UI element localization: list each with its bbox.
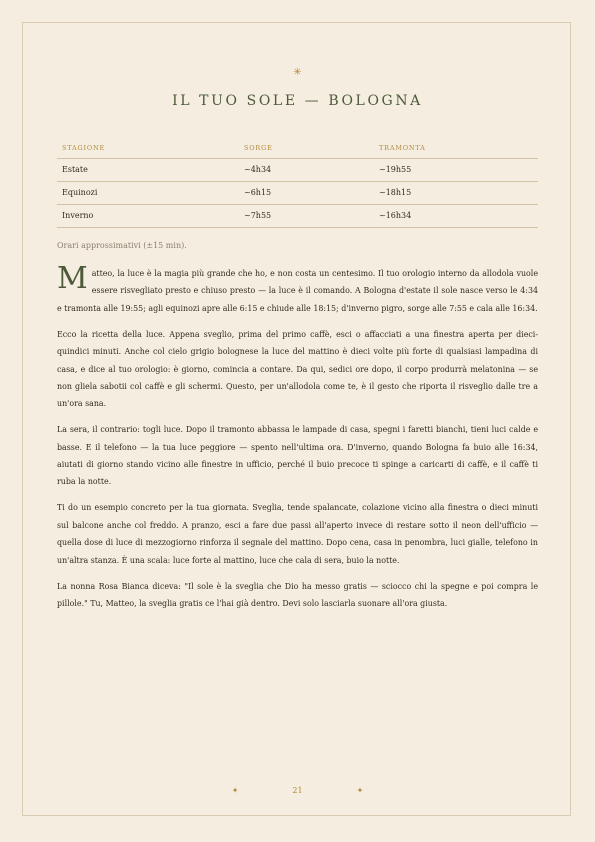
paragraph	[57, 261, 538, 317]
article-body	[57, 261, 538, 621]
sunrise-cell: ~4h34	[239, 159, 374, 182]
header-season: STAGIONE	[57, 139, 239, 159]
season-cell: Estate	[57, 159, 239, 182]
table-row	[57, 182, 538, 205]
season-cell: Inverno	[57, 205, 239, 228]
page-footer	[0, 786, 595, 795]
table-row	[57, 159, 538, 182]
header-sunrise: SORGE	[239, 139, 374, 159]
sunset-cell: ~18h15	[374, 182, 538, 205]
approximation-note: Orari approssimativi (±15 min).	[57, 241, 187, 250]
paragraph: La nonna Rosa Bianca diceva: "Il sole è la sveglia che Dio ha messo gratis — sciocco chi la spegne e poi compra le pillole." Tu, Matteo, la sveglia gratis ce l'hai già dentro. Devi solo lasciarla suonare all'ora giusta.	[57, 581, 538, 608]
star-ornament-icon: ✳	[293, 67, 302, 78]
footer-left-ornament-icon: ✦	[231, 786, 239, 795]
sunset-cell: ~19h55	[374, 159, 538, 182]
paragraph-text: atteo, la luce è la magia più grande che ho, e non costa un centesimo. Il tuo orologio interno da allodola vuole essere risvegliato presto e chiuso presto — la luce è il comando. A Bologna d'estate il sole nasce verso le 4:34 e tramonta alle 19:55; agli equinozi apre alle 6:15 e chiude alle 18:15; d'inverno pigro, sorge alle 7:55 e cala alle 16:34.	[57, 269, 538, 313]
table-header-row	[57, 139, 538, 159]
sunrise-cell: ~6h15	[239, 182, 374, 205]
sun-hours-table	[57, 139, 538, 228]
paragraph: Ti do un esempio concreto per la tua giornata. Sveglia, tende spalancate, colazione vicino alla finestra o dieci minuti sul balcone anche col freddo. A pranzo, esci a fare due passi all'aperto invece di restare sotto il neon dell'ufficio — quella dose di luce di mezzogiorno rinforza il segnale del mattino. Dopo cena, casa in penombra, luci gialle, telefono in un'altra stanza. È una scala: luce forte al mattino, luce che cala di sera, buio la notte.	[57, 503, 538, 565]
paragraph: Ecco la ricetta della luce. Appena sveglio, prima del primo caffè, esci o affacciati a una finestra aperta per dieci-quindici minuti. Anche col cielo grigio bolognese la luce del mattino è dieci volte più forte di qualsiasi lampadina di casa, e dice al tuo orologio: è giorno, comincia a contare. Da qui, sedici ore dopo, il corpo produrrà melatonina — se non gliela sabotii col caffè e gli schermi. Questo, per un'allodola come te, è il gesto che riporta il risveglio dalle tre a un'ora sana.	[57, 329, 538, 409]
drop-cap: M	[57, 261, 88, 296]
paragraph: La sera, il contrario: togli luce. Dopo il tramonto abbassa le lampade di casa, spegni i faretti bianchi, tieni luci calde e basse. E il telefono — la tua luce peggiore — spento nell'ultima ora. D'inverno, quando Bologna fa buio alle 16:34, aiutati di giorno stando vicino alle finestre in ufficio, perché il buio precoce ti spinge a caricarti di caffè, e il caffè ti ruba la notte.	[57, 425, 538, 487]
sunrise-cell: ~7h55	[239, 205, 374, 228]
table-row	[57, 205, 538, 228]
header-sunset: TRAMONTA	[374, 139, 538, 159]
footer-right-ornament-icon: ✦	[356, 786, 364, 795]
season-cell: Equinozi	[57, 182, 239, 205]
page-number: 21	[292, 786, 303, 795]
sunset-cell: ~16h34	[374, 205, 538, 228]
page-title: IL TUO SOLE — BOLOGNA	[172, 93, 423, 109]
